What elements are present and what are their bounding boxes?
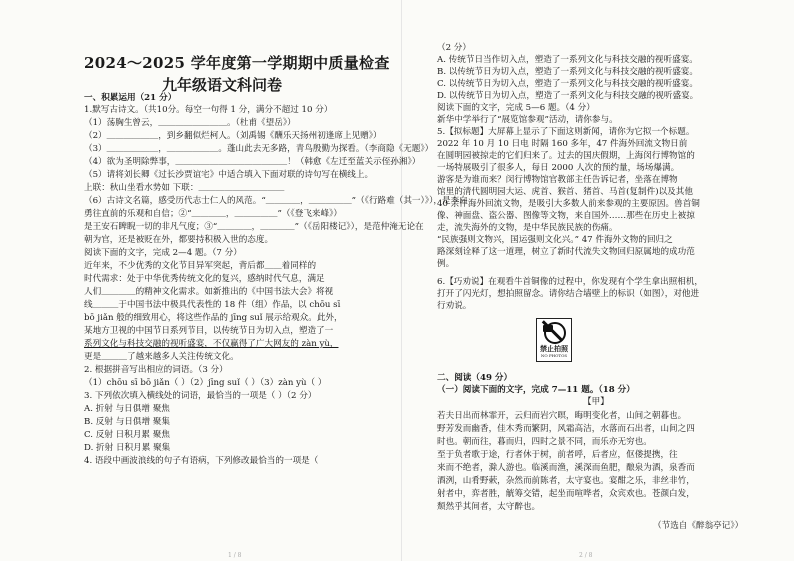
question-line: 朝为官，还是被贬在外，都要持积极入世的态度。 (84, 235, 274, 245)
question-line: 勇往直前的乐观和自信；②“＿＿＿＿，＿＿＿＿＿”（《登飞来峰》） (84, 209, 343, 219)
no-photo-sign (536, 318, 572, 362)
page-number: 1 / 8 (228, 552, 242, 559)
classical-text-line: 时也。朝而往，暮而归，四时之景不同，而乐亦无穷也。 (437, 437, 652, 447)
news-line: 馆里的清代圆明园大运、虎首、猴首、猪首、马首(复制件)以及其他 (437, 187, 693, 197)
news-line: “民族强则文物兴，国运强则文化兴。” 47 件海外文物的回归之 (437, 235, 673, 245)
exam-subtitle: 九年级语文科问卷 (162, 76, 283, 94)
page-number: 2 / 8 (579, 552, 593, 559)
question-line: 是王安石睥睨一切的非凡气度；③“＿＿＿＿，＿＿＿＿”（《岳阳楼记》），是范仲淹无论在 (84, 222, 424, 232)
classical-text-line: 酒洌，山肴野蔌，杂然而前陈者，太守宴也。宴酣之乐，非丝非竹， (437, 476, 695, 486)
option-a: A. 传统节日当作切入点，塑造了一系列文化与科技交融的视听盛宴。 (437, 55, 698, 65)
classical-text-line: 至于负者歌于途，行者休于树，前者呼，后者应，伛偻提携，往 (437, 450, 678, 460)
question-line: 6.【巧劝说】在观看牛首铜像的过程中，你发现有个学生拿出照相机， (437, 277, 704, 287)
question-line: （5）请将刘长卿《过长沙贾谊宅》中适合填入下面对联的诗句写在横线上。 (84, 170, 374, 180)
passage-line: bō jiǎn 般的细致用心，将这些作品的 jīng suǐ 展示给观众。此外， (84, 313, 343, 323)
passage-line: 近年来，不少优秀的文化节目异军突起，背后都＿＿着同样的 (84, 261, 317, 271)
activity-intro: 新华中学举行了“展览馆参观”活动，请你参与。 (437, 115, 618, 125)
question-line: 4. 语段中画波浪线的句子有语病，下列修改最恰当的一项是（ (84, 456, 319, 466)
news-line: 2022 年 10 月 10 日电 时隔 160 多年，47 件海外回流文物日前 (437, 139, 688, 149)
news-line: 在圆明园被掠走的它们归来了。过去的国庆假期，上海闵行博物馆的 (437, 151, 695, 161)
text-marker: 【甲】 (583, 397, 609, 407)
option-a: A. 折射 与日俱增 聚焦 (84, 404, 170, 414)
option-b: B. 反射 与日俱增 聚集 (84, 417, 170, 427)
exam-title: 2024～2025 学年度第一学期期中质量检查 (84, 54, 390, 72)
passage-line-wavy: 系列文化与科技交融的视听盛宴，不仅赢得了广大网友的 zàn yù， (84, 339, 339, 349)
sign-sublabel: NO PHOTOS (540, 353, 568, 358)
sub-section-heading: （一）阅读下面的文字，完成 7—11 题。（18 分） (437, 385, 635, 395)
news-line: 游客是为谁而来？闵行博物馆官教部主任告诉记者，坐落在博物 (437, 175, 678, 185)
reading-instruction: 阅读下面的文字，完成 5—6 题。（4 分） (437, 103, 595, 113)
question-line: 2. 根据拼音写出相应的词语。（3 分） (84, 365, 228, 375)
question-line: （2）＿＿＿＿＿＿，到乡翻似烂柯人。（刘禹锡《酬乐天扬州初逢席上见赠》） (84, 131, 382, 141)
right-page (403, 0, 794, 561)
classical-text-line: 来而不绝者，滁人游也。临溪而渔，溪深而鱼肥，酿泉为酒，泉香而 (437, 463, 695, 473)
reading-instruction: 阅读下面的文字，完成 2—4 题。（7 分） (84, 248, 242, 258)
passage-line: 更是＿＿＿了越来越多人关注传统文化。 (84, 352, 239, 362)
source-note: （节选自《醉翁亭记》） (653, 521, 744, 531)
classical-text-line: 野芳发而幽香，佳木秀而繁阴，风霜高洁，水落而石出者，山间之四 (437, 424, 695, 434)
question-line: （2 分） (437, 43, 471, 53)
passage-line: 某地方卫视的中国节日系列节目，以传统节日为切入点，塑造了一 (84, 326, 334, 336)
news-line: 40 余件海外回流文物，是吸引大多数人前来参观的主要原因。兽首铜 (437, 199, 700, 209)
question-line: 5.【拟标题】大屏幕上显示了下面这则新闻，请你为它拟一个标题。 (437, 127, 695, 137)
classical-text-line: 颓然乎其间者，太守醉也。 (437, 502, 541, 512)
page-divider (401, 0, 402, 561)
option-c: C. 以传统节日为切入点，塑造了一系列文化与科技交融的视听盛宴。 (437, 79, 698, 89)
news-line: 路深刻诠释了这一道理，树立了新时代流失文物回归原属地的成功范 (437, 247, 695, 257)
question-line: 行劝说。 (437, 301, 472, 311)
section-heading: 一、积累运用（21 分） (84, 93, 177, 103)
question-line: （4）欲为圣明除弊事，＿＿＿＿＿＿＿＿＿＿＿＿＿！（韩愈《左迁至蓝关示侄孙湘》） (84, 157, 421, 167)
question-line: （1）chōu sī bō jiǎn（ ）（2）jīng suǐ（ ）（3）zàn yù（ ） (84, 378, 327, 388)
passage-line: 时代需求：处于中华优秀传统文化的复兴，感纳时代气息，满足 (84, 274, 325, 284)
section-heading: 二、阅读（49 分） (437, 373, 513, 383)
question-line: 3. 下列依次填入横线处的词语，最恰当的一项是（ ）（2 分） (84, 391, 317, 401)
news-line: 一场特展吸引了很多人，每日 2000 人次的预约量，场场爆满。 (437, 163, 680, 173)
question-line: （3）＿＿＿＿＿＿，＿＿＿＿＿＿。蓬山此去无多路，青鸟殷勤为探看。（李商隐《无题》） (84, 144, 434, 154)
classical-text-line: 若夫日出而林霏开，云归而岩穴暝，晦明变化者，山间之朝暮也。 (437, 411, 687, 421)
question-line: 打开了闪光灯，想拍照留念。请你结合墙壁上的标识（如图），对他进 (437, 289, 700, 299)
classical-text-line: 射者中，弈者胜，觥筹交错，起坐而喧哗者，众宾欢也。苍颜白发， (437, 489, 695, 499)
sign-label: 禁止拍照 (540, 344, 568, 353)
option-b: B. 以传统节日为切入点，塑造了一系列文化与科技交融的视听盛宴。 (437, 67, 698, 77)
question-line: 1.默写古诗文。（共10分。每空一句得 1 分，满分不超过 10 分） (84, 105, 333, 115)
question-line: （1）荡胸生曾云，＿＿＿＿＿＿＿＿。（杜甫《望岳》） (84, 118, 296, 128)
passage-line: 人们＿＿＿＿的精神文化需求。如新推出的《中国书法大会》将视 (84, 287, 334, 297)
passage-line: 线＿＿＿于中国书法中极具代表性的 18 件（组）作品，以 chōu sī (84, 300, 341, 310)
option-c: C. 反射 日积月累 聚焦 (84, 430, 170, 440)
option-d: D. 以传统节日为切入点，塑造了一系列文化与科技交融的视听盛宴。 (437, 91, 699, 101)
news-line: 走，流失海外的文物，是中华民族民族的伤痛。 (437, 223, 618, 233)
question-line: 上联：秋山坐看水势如 下联：＿＿＿＿＿＿＿＿＿＿ (84, 183, 285, 193)
news-line: 例。 (437, 259, 455, 269)
option-d: D. 折射 日积月累 聚集 (84, 443, 171, 453)
news-line: 像、神面盘、盗公器、图像等文物，来自国外……那些在历史上被掠 (437, 211, 695, 221)
question-line: （6）古诗文名篇，感受历代志士仁人的风范。“＿＿＿＿，＿＿＿＿＿”（《行路难（其一）》），是李白 (84, 196, 468, 206)
